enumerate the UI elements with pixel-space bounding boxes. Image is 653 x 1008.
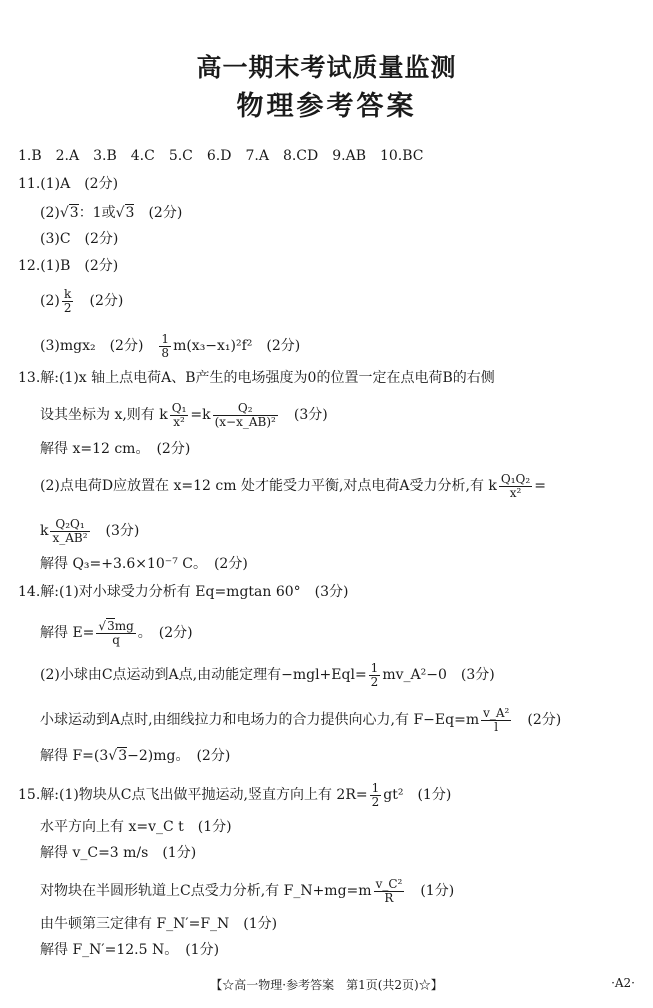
fraction: $\frac{\text{v\_C²}}{R}$ bbox=[375, 877, 403, 905]
q12-part3: (3)mgx₂ (2分) $\frac{1}{8}$ m(x₃−x₁)²f² (2分) bbox=[40, 332, 301, 360]
q14-line2: 解得 E= $\frac{√3mg}{q}$ 。 (2分) bbox=[40, 619, 193, 647]
q14-line5: 解得 F=(3√3−2)mg。 (2分) bbox=[40, 748, 231, 764]
title-line-2: 物理参考答案 bbox=[236, 91, 417, 122]
fraction: $\frac{k}{2}$ bbox=[63, 287, 72, 315]
choice-answers: 1.B 2.A 3.B 4.C 5.C 6.D 7.A 8.CD 9.AB 10.BC bbox=[18, 148, 424, 164]
q12-part2: (2) $\frac{k}{2}$ (2分) bbox=[40, 287, 124, 315]
q13-line6: 解得 Q₃=+3.6×10⁻⁷ C。 (2分) bbox=[40, 556, 248, 572]
q15-line6: 解得 F_N′=12.5 N。 (1分) bbox=[40, 942, 220, 958]
page-footer: 【☆高一物理·参考答案 第1页(共2页)☆】 bbox=[210, 978, 443, 992]
q14-line1: 14.解:(1)对小球受力分析有 Eq=mgtan 60° (3分) bbox=[18, 584, 349, 600]
fraction: $\frac{1}{8}$ bbox=[161, 332, 170, 360]
q13-line5: k $\frac{\text{Q₂Q₁}}{\text{x\_AB²}}$ (3分) bbox=[40, 517, 140, 545]
q15-line1: 15.解:(1)物块从C点飞出做平抛运动,竖直方向上有 2R= $\frac{1}{2}$ gt² (1分) bbox=[18, 781, 452, 809]
q12-part1: 12.(1)B (2分) bbox=[18, 258, 119, 274]
fraction: $\frac{\text{Q₁Q₂}}{\text{x²}}$ bbox=[500, 472, 531, 500]
q13-line2: 设其坐标为 x,则有 k $\frac{\text{Q₁}}{\text{x²}}$ =k $\frac{\text{Q₂}}{\text{(x−x\_AB)²}}$ (3分) bbox=[40, 401, 328, 429]
q14-line3: (2)小球由C点运动到A点,由动能定理有−mgl+Eql= $\frac{1}{2}$ mv_A²−0 (3分) bbox=[40, 661, 495, 689]
fraction: $\frac{\text{Q₂Q₁}}{\text{x\_AB²}}$ bbox=[52, 517, 88, 545]
q14-line4: 小球运动到A点时,由细线拉力和电场力的合力提供向心力,有 F−Eq=m $\frac{\text{v\_A²}}{l}$ (2分) bbox=[40, 706, 562, 734]
q13-line1: 13.解:(1)x 轴上点电荷A、B产生的电场强度为0的位置一定在点电荷B的右侧 bbox=[18, 370, 495, 386]
q13-line3: 解得 x=12 cm。 (2分) bbox=[40, 441, 191, 457]
fraction: $\frac{\text{Q₁}}{\text{x²}}$ bbox=[171, 401, 187, 429]
fraction: $\frac{√3mg}{q}$ bbox=[98, 619, 134, 647]
q15-line2: 水平方向上有 x=v_C t (1分) bbox=[40, 819, 232, 835]
q15-line4: 对物块在半圆形轨道上C点受力分析,有 F_N+mg=m $\frac{\text{v\_C²}}{R}$ (1分) bbox=[40, 877, 455, 905]
q11-part1: 11.(1)A (2分) bbox=[18, 176, 119, 192]
q15-line5: 由牛顿第三定律有 F_N′=F_N (1分) bbox=[40, 916, 278, 932]
q11-part3: (3)C (2分) bbox=[40, 231, 119, 247]
fraction: $\frac{\text{Q₂}}{\text{(x−x\_AB)²}}$ bbox=[214, 401, 276, 429]
title-line-1: 高一期末考试质量监测 bbox=[196, 53, 457, 82]
fraction: $\frac{1}{2}$ bbox=[371, 781, 380, 809]
fraction: $\frac{1}{2}$ bbox=[370, 661, 379, 689]
q15-line3: 解得 v_C=3 m/s (1分) bbox=[40, 845, 197, 861]
fraction: $\frac{\text{v\_A²}}{l}$ bbox=[483, 706, 510, 734]
q13-line4: (2)点电荷D应放置在 x=12 cm 处才能受力平衡,对点电荷A受力分析,有 k $\frac{\text{Q₁Q₂}}{\text{x²}}$ = bbox=[40, 472, 546, 500]
page-code: ·A2· bbox=[611, 976, 635, 990]
q11-part2: (2)√3：1或√3 (2分) bbox=[40, 205, 183, 221]
